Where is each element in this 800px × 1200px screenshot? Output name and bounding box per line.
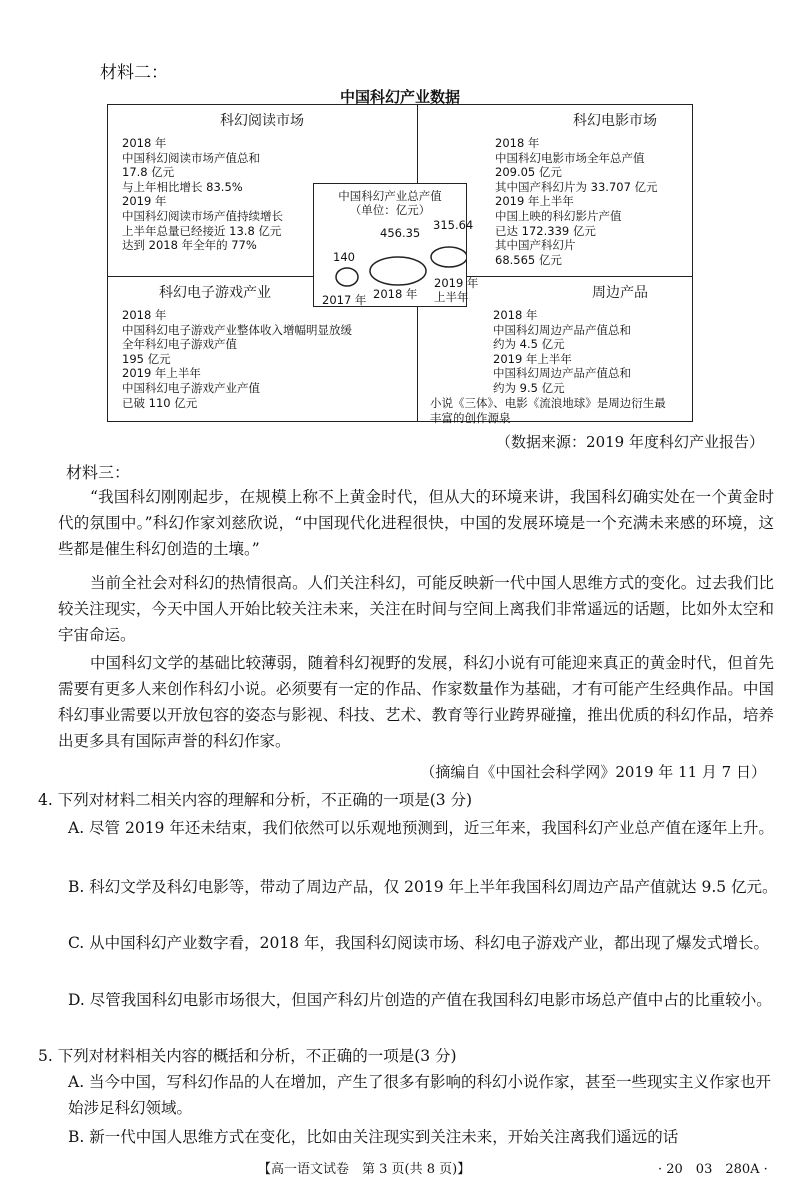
material-three-paragraph-2: 当前全社会对科幻的热情很高。人们关注科幻，可能反映新一代中国人思维方式的变化。过去我们比较关注现实，今天中国人开始比较关注未来，关注在时间与空间上离我们非常遥远的话题，比如外太空和宇宙命运。 — [58, 574, 774, 644]
label-2017: 2017 年 — [322, 293, 367, 307]
ellipse-2019 — [431, 247, 467, 267]
material-three-label: 材料三： — [66, 463, 131, 482]
question-4-option-b: B. 科幻文学及科幻电影等，带动了周边产品，仅 2019 年上半年我国科幻周边产品产值就达 9.5 亿元。 — [68, 878, 778, 896]
game-industry-text: 2018 年 中国科幻电子游戏产业整体收入增幅明显放缓 全年科幻电子游戏产值 195 亿元 2019 年上半年 中国科幻电子游戏产业产值 已破 110 亿元 — [122, 308, 352, 410]
question-4-option-c: C. 从中国科幻产业数字看，2018 年，我国科幻阅读市场、科幻电子游戏产业，都出现了爆发式增长。 — [68, 934, 770, 952]
material-two-label: 材料二： — [100, 63, 168, 83]
question-5-option-b: B. 新一代中国人思维方式在变化，比如由关注现实到关注未来，开始关注离我们遥远的话 — [68, 1128, 679, 1146]
question-4-option-d: D. 尽管我国科幻电影市场很大，但国产科幻片创造的产值在我国科幻电影市场总产值中占的比重较小。 — [68, 991, 772, 1009]
figure-title: 中国科幻产业数据 — [339, 88, 460, 106]
total-output-unit: （单位：亿元） — [349, 203, 431, 217]
question-4-option-a: A. 尽管 2019 年还未结束，我们依然可以乐观地预测到，近三年来，我国科幻产业总产值在逐年上升。 — [68, 819, 774, 837]
peripheral-products-heading: 周边产品 — [592, 285, 648, 301]
ellipse-2018 — [370, 257, 426, 285]
peripheral-products-note: 小说《三体》、电影《流浪地球》是周边衍生最 丰富的创作源泉 — [430, 396, 666, 425]
value-2019: 315.64 — [433, 218, 474, 232]
total-output-title: 中国科幻产业总产值 — [338, 189, 442, 203]
ellipse-2017 — [336, 268, 358, 286]
question-5-option-a: A. 当今中国，写科幻作品的人在增加，产生了很多有影响的科幻小说作家，甚至一些现实主义作家也开始涉足科幻领域。 — [68, 1073, 772, 1117]
material-three-source: （摘编自《中国社会科学网》2019 年 11 月 7 日） — [420, 763, 766, 781]
reading-market-text: 2018 年 中国科幻阅读市场产值总和 17.8 亿元 与上年相比增长 83.5% 2019 年 中国科幻阅读市场产值持续增长 上半年总量已经接近 13.8 亿元 达到 2018 年全年的 77% — [122, 136, 283, 253]
value-2018: 456.35 — [380, 226, 421, 240]
game-industry-heading: 科幻电子游戏产业 — [159, 285, 271, 301]
question-5-stem: 5. 下列对材料相关内容的概括和分析，不正确的一项是(3 分) — [38, 1047, 457, 1065]
film-market-heading: 科幻电影市场 — [573, 113, 657, 129]
reading-market-heading: 科幻阅读市场 — [220, 113, 304, 129]
peripheral-products-text: 2018 年 中国科幻周边产品产值总和 约为 4.5 亿元 2019 年上半年 中国科幻周边产品产值总和 约为 9.5 亿元 — [493, 308, 631, 395]
value-2017: 140 — [333, 250, 355, 264]
question-4-stem: 4. 下列对材料二相关内容的理解和分析，不正确的一项是(3 分) — [38, 791, 473, 809]
film-market-text: 2018 年 中国科幻电影市场全年总产值 209.05 亿元 其中国产科幻片为 33.707 亿元 2019 年上半年 中国上映的科幻影片产值 已达 172.339 亿元 其中国产科幻片 68.565 亿元 — [495, 136, 658, 267]
label-2018: 2018 年 — [373, 287, 418, 301]
material-three-paragraph-3: 中国科幻文学的基础比较薄弱，随着科幻视野的发展，科幻小说有可能迎来真正的黄金时代，但首先需要有更多人来创作科幻小说。必须要有一定的作品、作家数量作为基础，才有可能产生经典作品。中国科幻事业需要以开放包容的姿态与影视、科技、艺术、教育等行业跨界碰撞，推出优质的科幻作品，培养出更多具有国际声誉的科幻作家。 — [58, 654, 774, 750]
footer-code: · 20 03 280A · — [658, 1162, 768, 1177]
label-2019: 2019 年 — [434, 276, 479, 290]
material-three-paragraph-1: “我国科幻刚刚起步，在规模上称不上黄金时代，但从大的环境来讲，我国科幻确实处在一个黄金时代的氛围中。”科幻作家刘慈欣说，“中国现代化进程很快，中国的发展环境是一个充满未来感的环境，这些都是催生科幻创造的土壤。” — [58, 488, 774, 558]
label-2019-half: 上半年 — [434, 290, 469, 304]
footer-page-info: 【高一语文试卷 第 3 页(共 8 页)】 — [258, 1162, 471, 1177]
figure-source: （数据来源：2019 年度科幻产业报告） — [496, 433, 764, 451]
